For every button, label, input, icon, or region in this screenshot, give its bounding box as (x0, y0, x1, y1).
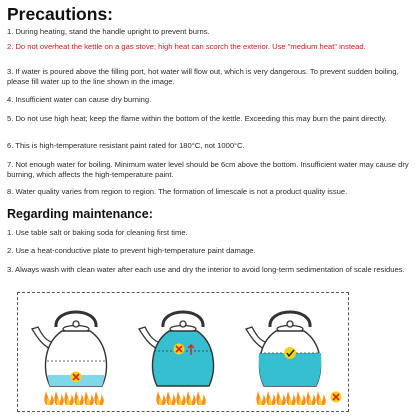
kettle-correct-level (246, 312, 321, 386)
maintenance-item-2: 2. Use a heat-conductive plate to prevent high-temperature paint damage. (7, 246, 256, 255)
precautions-heading: Precautions: (7, 4, 113, 24)
kettle-illustration (18, 293, 348, 411)
precaution-item-7: 7. Not enough water for boiling. Minimum water level should be 6cm above the bottom. Insufficient water may cause dry burning, which affects the high-temperature paint. (7, 160, 409, 179)
kettle-illustration-frame (17, 292, 349, 412)
flames-kettle-2 (156, 391, 205, 405)
maintenance-heading: Regarding maintenance: (7, 207, 153, 221)
flame-overreach-cross-icon (331, 392, 342, 403)
precaution-item-6: 6. This is high-temperature resistant paint rated for 180°C, not 1000°C. (7, 141, 245, 150)
precaution-item-4: 4. Insufficient water can cause dry burning. (7, 95, 152, 104)
precaution-item-2: 2. Do not overheat the kettle on a gas stove; high heat can scorch the exterior. Use "medium heat" instead. (7, 42, 366, 51)
maintenance-item-3: 3. Always wash with clean water after each use and dry the interior to avoid long-term sedimentation of scale residues. (7, 265, 405, 274)
flames-kettle-1 (44, 391, 103, 405)
kettle-overfilled (139, 312, 213, 386)
precaution-item-5: 5. Do not use high heat; keep the flame within the bottom of the kettle. Exceeding this may burn the paint directly. (7, 114, 387, 123)
flames-kettle-3 (256, 391, 325, 405)
precaution-item-8: 8. Water quality varies from region to region. The formation of limescale is not a product quality issue. (7, 187, 348, 196)
maintenance-item-1: 1. Use table salt or baking soda for cleaning first time. (7, 228, 188, 237)
precaution-item-3: 3. If water is poured above the filling port, hot water will flow out, which is very dangerous. To prevent sudden boiling, please fill water up to the line shown in the image. (7, 67, 399, 86)
precaution-item-1: 1. During heating, stand the handle upright to prevent burns. (7, 27, 210, 36)
kettle-too-little-water (32, 312, 106, 386)
